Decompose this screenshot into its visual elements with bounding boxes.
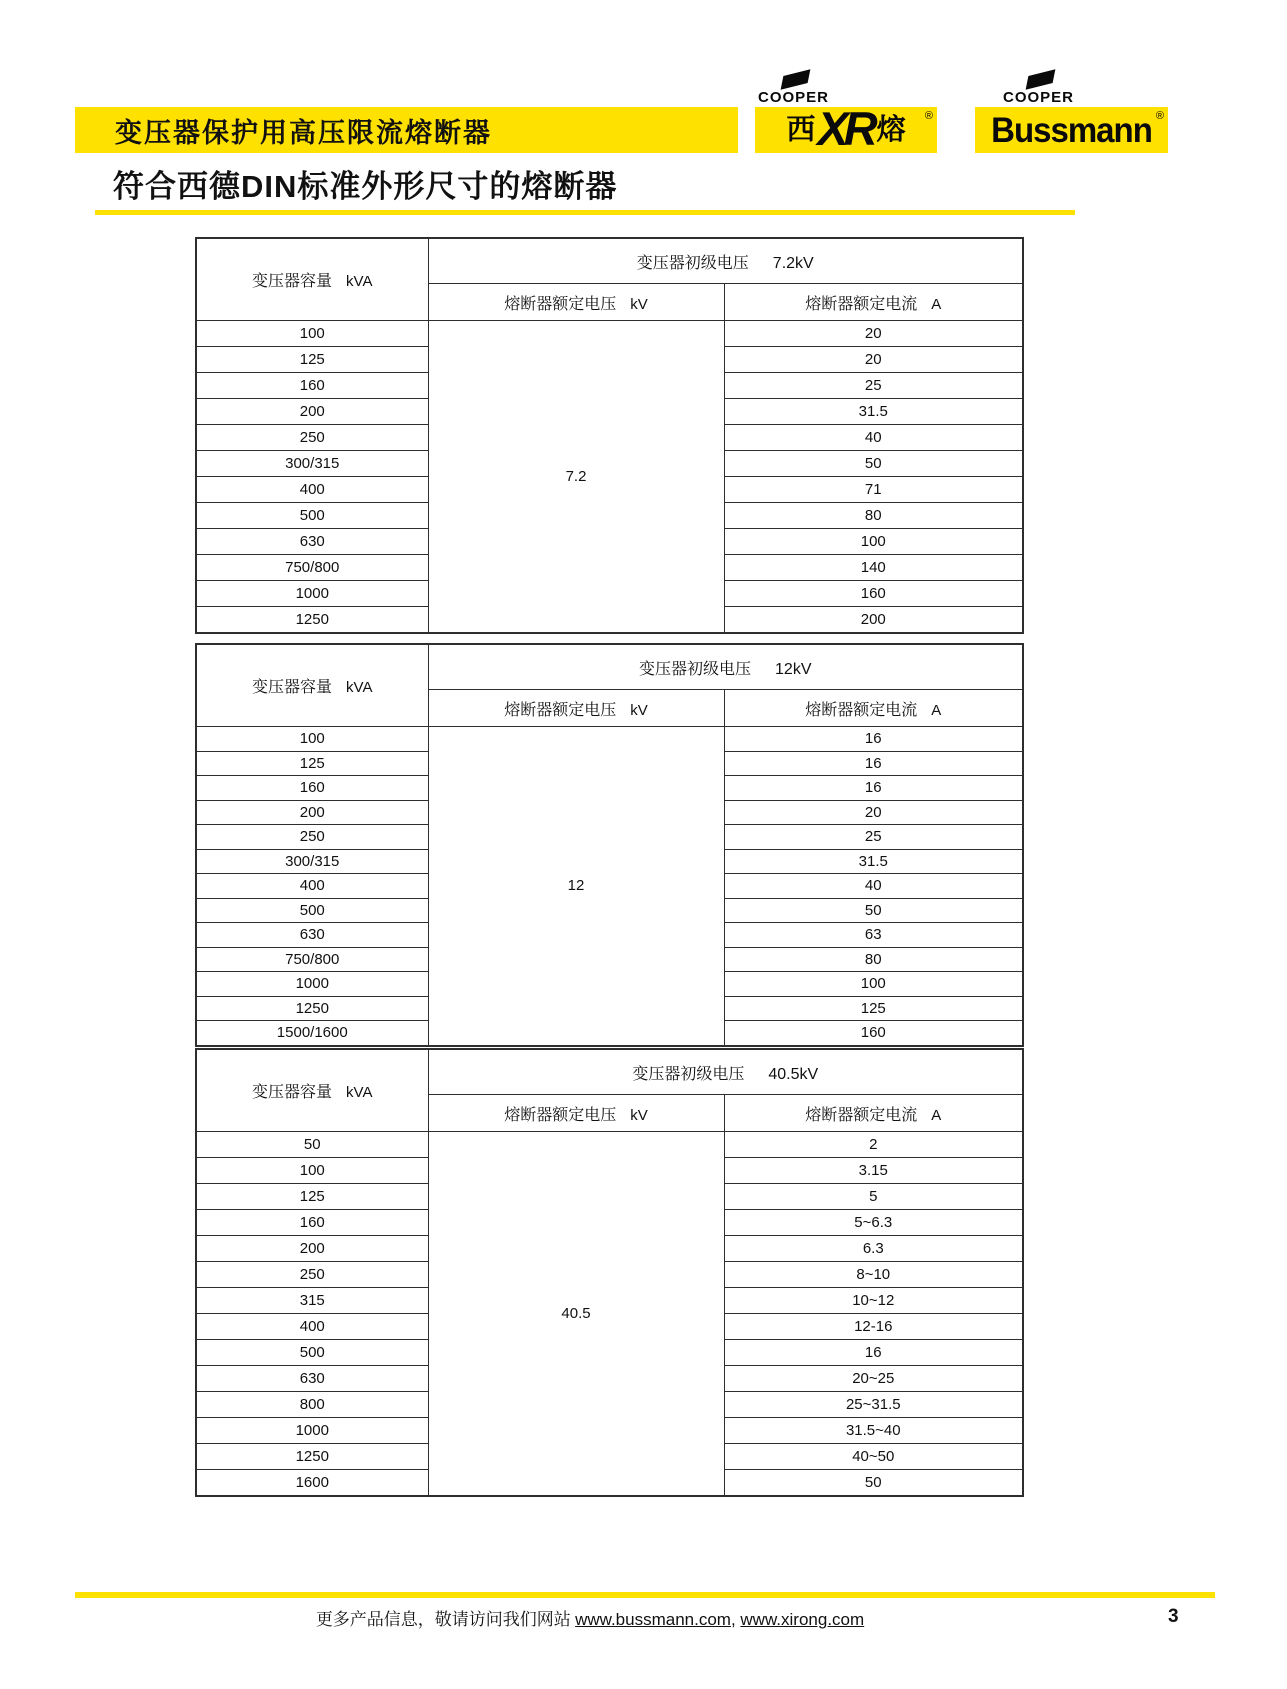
current-cell: 25 (724, 825, 1023, 850)
footer-info-text: 更多产品信息，敬请访问我们网站 (315, 1610, 576, 1629)
xirong-wordmark (755, 101, 937, 155)
current-cell: 2 (724, 1132, 1023, 1158)
fuse-table-40-5kv (195, 1048, 1024, 1497)
capacity-cell: 200 (196, 1236, 428, 1262)
registered-mark: ® (1155, 110, 1164, 122)
fuse-voltage-merged-cell: 40.5 (428, 1132, 724, 1497)
capacity-cell: 300/315 (196, 451, 428, 477)
fuse-rated-current-header: 熔断器额定电流 A (724, 284, 1023, 321)
fuse-voltage-merged-cell: 12 (428, 727, 724, 1046)
capacity-cell: 1250 (196, 996, 428, 1021)
capacity-cell: 250 (196, 1262, 428, 1288)
cooper-wordmark: COOPER (758, 89, 830, 106)
capacity-cell: 1500/1600 (196, 1021, 428, 1046)
current-cell: 20 (724, 800, 1023, 825)
current-cell: 16 (724, 751, 1023, 776)
cooper-bussmann-logo (975, 63, 1168, 153)
capacity-cell: 1000 (196, 972, 428, 997)
current-cell: 40 (724, 425, 1023, 451)
current-cell: 12-16 (724, 1314, 1023, 1340)
current-cell: 40~50 (724, 1444, 1023, 1470)
current-cell: 16 (724, 776, 1023, 801)
current-cell: 25~31.5 (724, 1392, 1023, 1418)
capacity-cell: 160 (196, 776, 428, 801)
current-cell: 100 (724, 972, 1023, 997)
top-banner (75, 107, 738, 153)
xirong-char-right: 熔 (876, 113, 906, 146)
capacity-cell: 500 (196, 898, 428, 923)
table-row (196, 321, 1023, 347)
capacity-cell: 100 (196, 1158, 428, 1184)
capacity-cell: 200 (196, 800, 428, 825)
footer-info (195, 1605, 985, 1630)
current-cell: 50 (724, 898, 1023, 923)
bussmann-website-link[interactable]: www.bussmann.com (575, 1610, 731, 1629)
table-row (196, 1132, 1023, 1158)
current-cell: 3.15 (724, 1158, 1023, 1184)
capacity-cell: 630 (196, 1366, 428, 1392)
current-cell: 200 (724, 607, 1023, 634)
current-cell: 25 (724, 373, 1023, 399)
current-cell: 20 (724, 347, 1023, 373)
capacity-cell: 400 (196, 874, 428, 899)
capacity-cell: 200 (196, 399, 428, 425)
capacity-column-header: 变压器容量 kVA (196, 644, 428, 727)
table-row (196, 727, 1023, 752)
current-cell: 40 (724, 874, 1023, 899)
fuse-rated-current-header: 熔断器额定电流 A (724, 690, 1023, 727)
capacity-cell: 500 (196, 1340, 428, 1366)
capacity-column-header: 变压器容量 kVA (196, 238, 428, 321)
capacity-cell: 630 (196, 923, 428, 948)
current-cell: 100 (724, 529, 1023, 555)
capacity-column-header: 变压器容量 kVA (196, 1049, 428, 1132)
current-cell: 140 (724, 555, 1023, 581)
current-cell: 63 (724, 923, 1023, 948)
capacity-cell: 160 (196, 373, 428, 399)
fuse-rated-voltage-header: 熔断器额定电压 kV (428, 690, 724, 727)
page-title: 符合西德DIN标准外形尺寸的熔断器 (113, 169, 618, 204)
capacity-cell: 800 (196, 1392, 428, 1418)
capacity-cell: 1000 (196, 581, 428, 607)
capacity-cell: 750/800 (196, 555, 428, 581)
cooper-wordmark: COOPER (1003, 89, 1075, 106)
cooper-brand-area (755, 63, 937, 107)
footer-divider (75, 1592, 1215, 1598)
fuse-rated-current-header: 熔断器额定电流 A (724, 1095, 1023, 1132)
capacity-cell: 160 (196, 1210, 428, 1236)
capacity-cell: 500 (196, 503, 428, 529)
current-cell: 31.5 (724, 399, 1023, 425)
capacity-cell: 100 (196, 727, 428, 752)
fuse-voltage-merged-cell: 7.2 (428, 321, 724, 634)
current-cell: 80 (724, 947, 1023, 972)
cooper-brand-area (975, 63, 1168, 107)
current-cell: 6.3 (724, 1236, 1023, 1262)
fuse-table-12kv (195, 643, 1024, 1047)
current-cell: 160 (724, 581, 1023, 607)
xirong-website-link[interactable]: www.xirong.com (740, 1610, 865, 1629)
current-cell: 50 (724, 451, 1023, 477)
capacity-cell: 315 (196, 1288, 428, 1314)
xirong-char-left: 西 (786, 113, 816, 146)
current-cell: 16 (724, 1340, 1023, 1366)
cooper-flag-icon (781, 69, 811, 89)
capacity-cell: 400 (196, 1314, 428, 1340)
capacity-cell: 250 (196, 825, 428, 850)
primary-voltage-header: 变压器初级电压 7.2kV (428, 238, 1023, 284)
xr-monogram: XR (817, 101, 873, 155)
current-cell: 5~6.3 (724, 1210, 1023, 1236)
banner-title: 变压器保护用高压限流熔断器 (115, 117, 492, 148)
footer-link-separator: , (730, 1610, 741, 1629)
capacity-cell: 125 (196, 751, 428, 776)
current-cell: 16 (724, 727, 1023, 752)
current-cell: 31.5 (724, 849, 1023, 874)
capacity-cell: 50 (196, 1132, 428, 1158)
current-cell: 50 (724, 1470, 1023, 1497)
capacity-cell: 125 (196, 347, 428, 373)
current-cell: 8~10 (724, 1262, 1023, 1288)
current-cell: 71 (724, 477, 1023, 503)
title-divider (95, 210, 1075, 215)
cooper-xirong-logo (755, 63, 937, 153)
current-cell: 20 (724, 321, 1023, 347)
capacity-cell: 750/800 (196, 947, 428, 972)
capacity-cell: 1600 (196, 1470, 428, 1497)
capacity-cell: 1250 (196, 1444, 428, 1470)
page-number: 3 (1168, 1606, 1179, 1627)
primary-voltage-header: 变压器初级电压 40.5kV (428, 1049, 1023, 1095)
fuse-rated-voltage-header: 熔断器额定电压 kV (428, 284, 724, 321)
capacity-cell: 100 (196, 321, 428, 347)
cooper-flag-icon (1026, 69, 1056, 89)
current-cell: 10~12 (724, 1288, 1023, 1314)
primary-voltage-header: 变压器初级电压 12kV (428, 644, 1023, 690)
current-cell: 160 (724, 1021, 1023, 1046)
fuse-table-7-2kv (195, 237, 1024, 634)
bussmann-wordmark (975, 107, 1168, 153)
capacity-cell: 400 (196, 477, 428, 503)
capacity-cell: 1000 (196, 1418, 428, 1444)
current-cell: 5 (724, 1184, 1023, 1210)
current-cell: 80 (724, 503, 1023, 529)
current-cell: 31.5~40 (724, 1418, 1023, 1444)
bussmann-name: Bussmann (991, 109, 1152, 149)
current-cell: 125 (724, 996, 1023, 1021)
capacity-cell: 630 (196, 529, 428, 555)
fuse-rated-voltage-header: 熔断器额定电压 kV (428, 1095, 724, 1132)
capacity-cell: 250 (196, 425, 428, 451)
registered-mark: ® (924, 110, 933, 122)
capacity-cell: 300/315 (196, 849, 428, 874)
current-cell: 20~25 (724, 1366, 1023, 1392)
capacity-cell: 125 (196, 1184, 428, 1210)
capacity-cell: 1250 (196, 607, 428, 634)
